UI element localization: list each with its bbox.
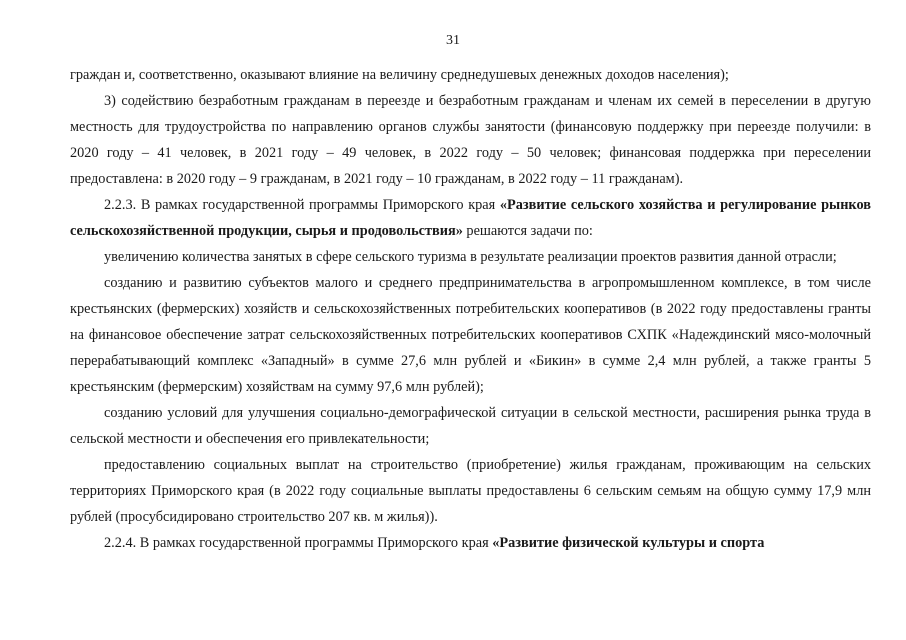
paragraph-section-2-2-3 [70, 192, 871, 244]
program-title-agriculture: «Развитие сельского хозяйства и регулирование рынков сельскохозяйственной продукции, сырья и продовольствия» [70, 197, 871, 239]
paragraph-social-payments: предоставлению социальных выплат на строительство (приобретение) жилья гражданам, проживающим на сельских территориях Приморского края (в 2022 году социальные выплаты предоставлены 6 сельским семьям на общую сумму 17,9 млн рублей (просубсидировано строительство 207 кв. м жилья)). [70, 457, 871, 525]
section-2-2-3-intro: 2.2.3. В рамках государственной программы Приморского края [104, 197, 500, 213]
paragraph-rural-tourism: увеличению количества занятых в сфере сельского туризма в результате реализации проектов развития данной отрасли; [104, 249, 837, 265]
section-2-2-4-intro: 2.2.4. В рамках государственной программы Приморского края [104, 535, 493, 551]
page-number: 31 [446, 33, 460, 48]
document-body [70, 62, 871, 556]
paragraph-section-2-2-4 [70, 530, 871, 556]
paragraph-continuation: граждан и, соответственно, оказывают влияние на величину среднедушевых денежных доходов населения); [70, 67, 729, 83]
paragraph-small-business: созданию и развитию субъектов малого и среднего предпринимательства в агропромышленном комплексе, в том числе крестьянских (фермерских) хозяйств и сельскохозяйственных потребительских кооперативов (в 2022 году предоставлены гранты на финансовое обеспечение затрат сельскохозяйственных потребительских кооперативов СХПК «Надеждинский мясо-молочный перерабатывающий комплекс «Западный» в сумме 27,6 млн рублей и «Бикин» в сумме 2,4 млн рублей, а также гранты 5 крестьянским (фермерским) хозяйствам на сумму 97,6 млн рублей); [70, 275, 871, 395]
program-title-sport: «Развитие физической культуры и спорта [492, 535, 765, 551]
section-2-2-3-suffix: решаются задачи по: [462, 223, 593, 239]
paragraph-demographic: созданию условий для улучшения социально-демографической ситуации в сельской местности, расширения рынка труда в сельской местности и обеспечения его привлекательности; [70, 405, 871, 447]
paragraph-item-3: 3) содействию безработным гражданам в переезде и безработным гражданам и членам их семей в переселении в другую местность для трудоустройства по направлению органов службы занятости (финансовую поддержку при переезде получили: в 2020 году – 41 человек, в 2021 году – 49 человек, в 2022 году – 50 человек; финансовая поддержка при переселении предоставлена: в 2020 году – 9 гражданам, в 2021 году – 10 гражданам, в 2022 году – 11 гражданам). [70, 93, 871, 187]
